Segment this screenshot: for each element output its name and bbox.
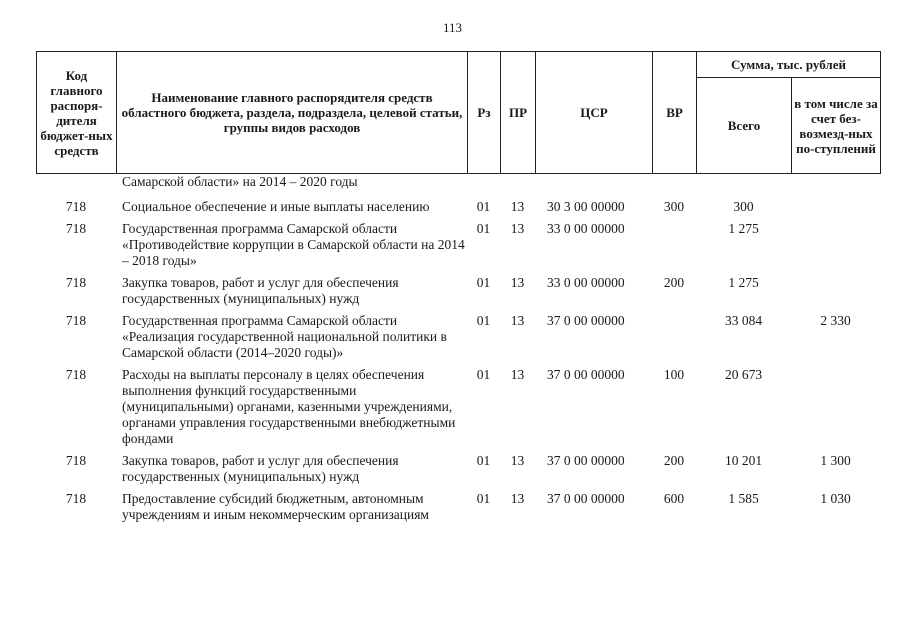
cell-csr: 37 0 00 00000 (547, 491, 625, 506)
cell-total: 300 (733, 199, 754, 214)
header-rz: Рз (468, 52, 501, 174)
cell-name: Закупка товаров, работ и услуг для обеспечения государственных (муниципальных) нужд (122, 275, 399, 306)
cell-pr: 13 (510, 275, 525, 290)
header-csr: ЦСР (536, 52, 653, 174)
cell-vr: 200 (663, 453, 685, 468)
cell-rz: 01 (476, 221, 491, 236)
table-row (36, 272, 880, 310)
cell-pr: 13 (510, 453, 525, 468)
cell-code: 718 (65, 453, 87, 468)
cell-name: Социальное обеспечение и иные выплаты населению (122, 199, 430, 214)
cell-rz: 01 (476, 313, 491, 328)
table-header (36, 51, 881, 174)
table-row (36, 488, 880, 526)
cell-rz: 01 (476, 199, 491, 214)
cell-total: 1 275 (728, 275, 759, 290)
header-vr: ВР (653, 52, 697, 174)
cell-grants (791, 364, 880, 450)
cell-name: Предоставление субсидий бюджетным, автономным учреждениям и иным некоммерческим организациям (122, 491, 429, 522)
cell-csr: 33 0 00 00000 (547, 221, 625, 236)
cell-vr: 300 (663, 199, 685, 214)
page-number: 113 (442, 20, 463, 35)
cell-code: 718 (65, 491, 87, 506)
cell-vr (652, 310, 696, 364)
header-sum: Сумма, тыс. рублей (697, 52, 881, 78)
cell-code: 718 (65, 221, 87, 236)
cell-total: 1 275 (728, 221, 759, 236)
cell-code: 718 (65, 275, 87, 290)
cell-csr: 33 0 00 00000 (547, 275, 625, 290)
cell-pr: 13 (510, 367, 525, 382)
cell-csr: 37 0 00 00000 (547, 313, 625, 328)
header-grants: в том числе за счет без-возмезд-ных по-ступлений (792, 78, 881, 174)
cell-total: 33 084 (724, 313, 763, 328)
cell-grants: 2 330 (820, 313, 851, 328)
table-row (36, 218, 880, 272)
table-row (36, 364, 880, 450)
cell-rz: 01 (476, 367, 491, 382)
cell-vr: 600 (663, 491, 685, 506)
header-total: Всего (697, 78, 792, 174)
cell-code: 718 (65, 313, 87, 328)
cell-csr: 37 0 00 00000 (547, 453, 625, 468)
cell-grants: 1 030 (820, 491, 851, 506)
header-name: Наименование главного распорядителя средств областного бюджета, раздела, подраздела, целевой статьи, группы видов расходов (117, 52, 468, 174)
cell-code: 718 (65, 367, 87, 382)
cell-name: Расходы на выплаты персоналу в целях обеспечения выполнения функций государственными (муниципальными) органами, казенными учреждениями, органами управления государственными внебюджетными фондами (122, 367, 456, 446)
cell-grants (791, 196, 880, 218)
cell-rz: 01 (476, 275, 491, 290)
cell-code: 718 (65, 199, 87, 214)
cell-csr: 30 3 00 00000 (547, 199, 625, 214)
cell-name: Закупка товаров, работ и услуг для обеспечения государственных (муниципальных) нужд (122, 453, 399, 484)
cell-rz: 01 (476, 453, 491, 468)
cell-vr: 200 (663, 275, 685, 290)
cell-grants: 1 300 (820, 453, 851, 468)
cell-rz: 01 (476, 491, 491, 506)
cell-pr: 13 (510, 313, 525, 328)
cell-csr: 37 0 00 00000 (547, 367, 625, 382)
cell-vr: 100 (663, 367, 685, 382)
header-pr: ПР (501, 52, 536, 174)
cell-grants (791, 272, 880, 310)
table-body (36, 174, 880, 526)
cell-name: Государственная программа Самарской области «Реализация государственной национальной политики в Самарской области (2014–2020 годы)» (122, 313, 447, 360)
table-row (36, 196, 880, 218)
cell-pr: 13 (510, 199, 525, 214)
cell-total: 10 201 (724, 453, 763, 468)
cell-total: 1 585 (728, 491, 759, 506)
cell-name: Государственная программа Самарской области «Противодействие коррупции в Самарской области на 2014 – 2018 годы» (122, 221, 465, 268)
continuation-text: Самарской области» на 2014 – 2020 годы (122, 174, 358, 189)
table-row (36, 310, 880, 364)
cell-pr: 13 (510, 221, 525, 236)
cell-vr (652, 218, 696, 272)
header-code: Код главного распоря-дителя бюджет-ных средств (37, 52, 117, 174)
table-row (36, 450, 880, 488)
cell-total: 20 673 (724, 367, 763, 382)
cell-pr: 13 (510, 491, 525, 506)
cell-grants (791, 218, 880, 272)
